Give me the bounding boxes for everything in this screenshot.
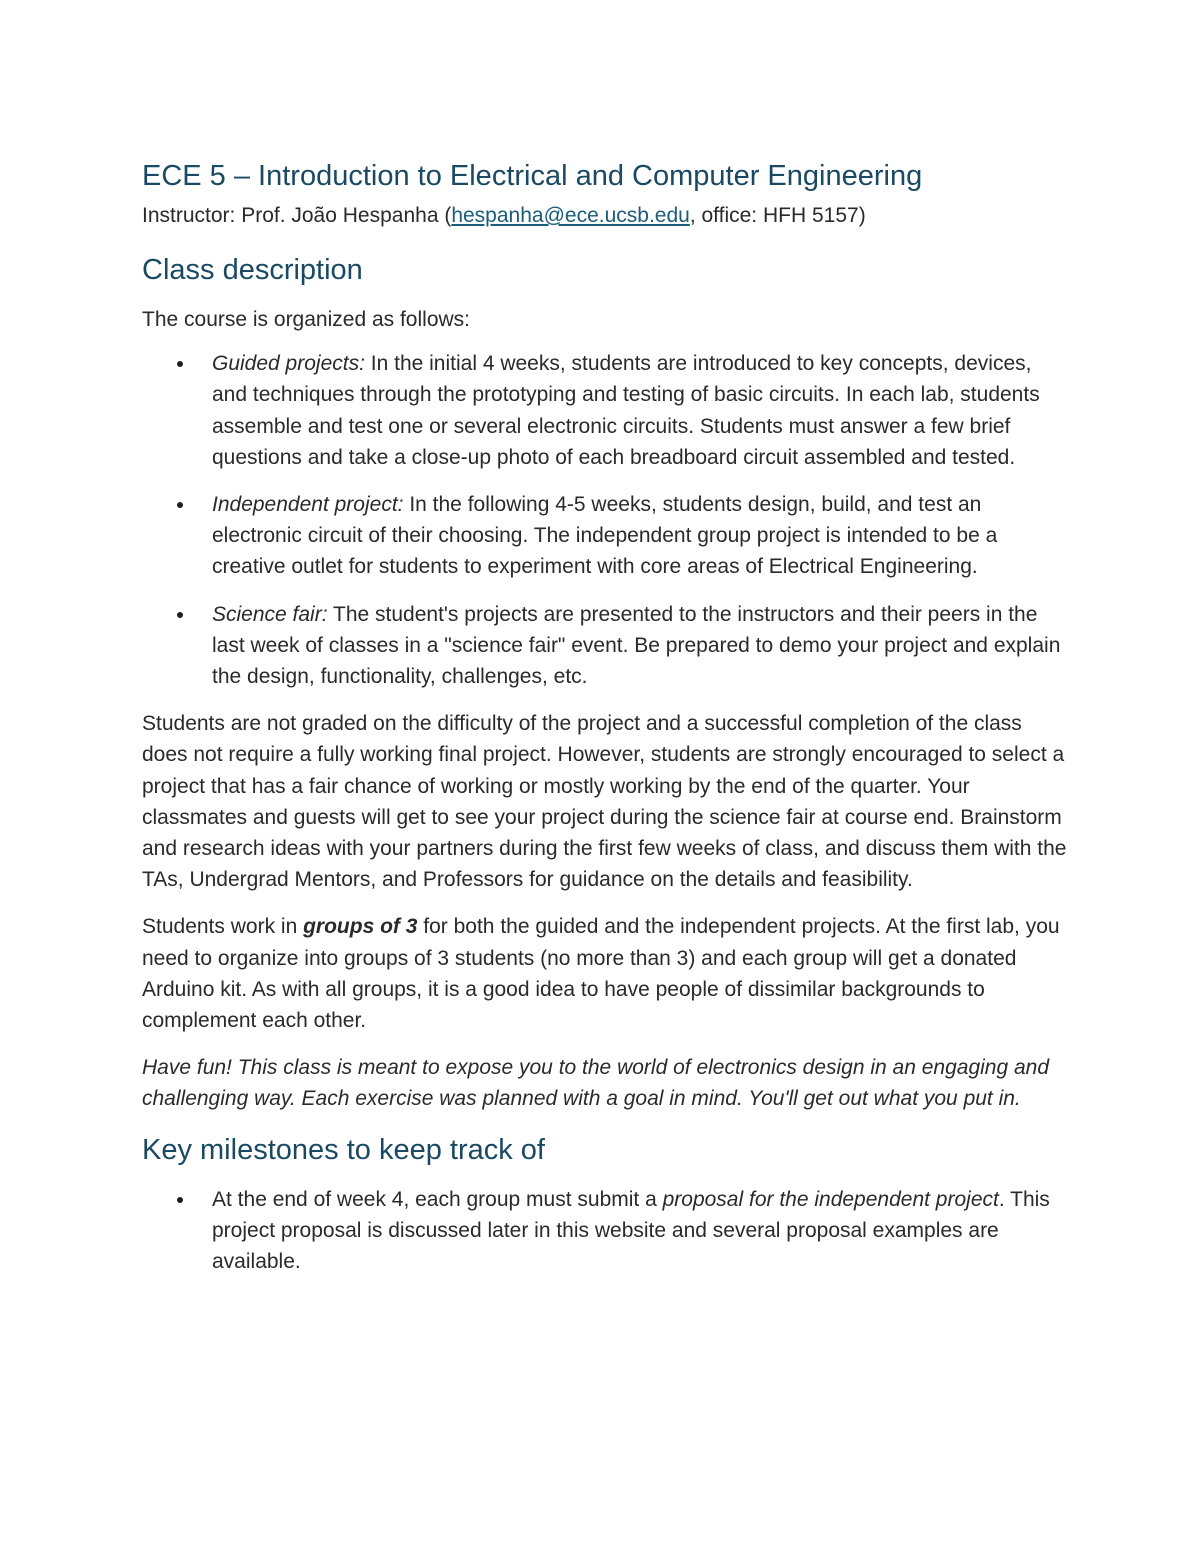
- milestones-heading: Key milestones to keep track of: [142, 1133, 545, 1166]
- list-item-milestone: [142, 1184, 1067, 1278]
- have-fun-text: Have fun! This class is meant to expose you to the world of electronics design in an engaging and challenging way. Each exercise was planned with a goal in mind. You'll get out what you put in.: [142, 1056, 1050, 1111]
- milestone-text-after: . This project proposal is discussed later in this website and several proposal examples are available.: [212, 1187, 1050, 1274]
- class-description-intro: The course is organized as follows:: [142, 308, 470, 331]
- bullet-icon: [177, 612, 183, 618]
- groups-paragraph: [142, 911, 1067, 1036]
- item-term: Independent project:: [212, 493, 404, 517]
- groups-text-after: for both the guided and the independent projects. At the first lab, you need to organize into groups of 3 students (no more than 3) and each group will get a donated Arduino kit. As with all groups, it is a good idea to have people of dissimilar backgrounds to complement each other.: [142, 915, 1060, 1033]
- document-page: [142, 155, 1067, 1293]
- bullet-icon: [177, 361, 183, 367]
- have-fun-paragraph: [142, 1052, 1067, 1114]
- milestone-text-before: At the end of week 4, each group must submit a: [212, 1187, 663, 1211]
- grading-paragraph: Students are not graded on the difficulty of the project and a successful completion of the class does not require a fully working final project. However, students are strongly encouraged to select a project that has a fair chance of working or mostly working by the end of the quarter. Your classmates and guests will get to see your project during the science fair at course end. Brainstorm and research ideas with your partners during the first few weeks of class, and discuss them with the TAs, Undergrad Mentors, and Professors for guidance on the details and feasibility.: [142, 712, 1067, 892]
- list-item-science-fair: [142, 599, 1067, 693]
- page-title: ECE 5 – Introduction to Electrical and Computer Engineering: [142, 160, 923, 192]
- groups-text-before: Students work in: [142, 915, 304, 939]
- list-item-guided-projects: [142, 348, 1067, 473]
- course-structure-list: [142, 348, 1067, 692]
- milestone-emphasis: proposal for the independent project: [662, 1187, 999, 1211]
- instructor-prefix: Instructor: Prof. João Hespanha (: [142, 204, 452, 227]
- instructor-suffix: , office: HFH 5157): [689, 204, 866, 227]
- milestones-list: [142, 1184, 1067, 1278]
- class-description-heading: Class description: [142, 254, 363, 286]
- instructor-line: [142, 200, 1067, 231]
- bullet-icon: [177, 1197, 183, 1203]
- item-text: In the initial 4 weeks, students are introduced to key concepts, devices, and techniques through the prototyping and testing of basic circuits. In each lab, students assemble and test one or several electronic circuits. Students must answer a few brief questions and take a close-up photo of each breadboard circuit assembled and tested.: [212, 352, 1040, 469]
- item-term: Guided projects:: [212, 352, 365, 376]
- instructor-email-link[interactable]: hespanha@ece.ucsb.edu: [451, 204, 690, 227]
- item-text: The student's projects are presented to the instructors and their peers in the last week of classes in a "science fair" event. Be prepared to demo your project and explain the design, functionality, challenges, etc.: [212, 602, 1061, 689]
- groups-emphasis: groups of 3: [303, 915, 418, 939]
- item-text: In the following 4-5 weeks, students design, build, and test an electronic circuit of their choosing. The independent group project is intended to be a creative outlet for students to experiment with core areas of Electrical Engineering.: [212, 493, 998, 579]
- list-item-independent-project: [142, 489, 1067, 583]
- item-term: Science fair:: [212, 602, 328, 626]
- bullet-icon: [177, 502, 183, 508]
